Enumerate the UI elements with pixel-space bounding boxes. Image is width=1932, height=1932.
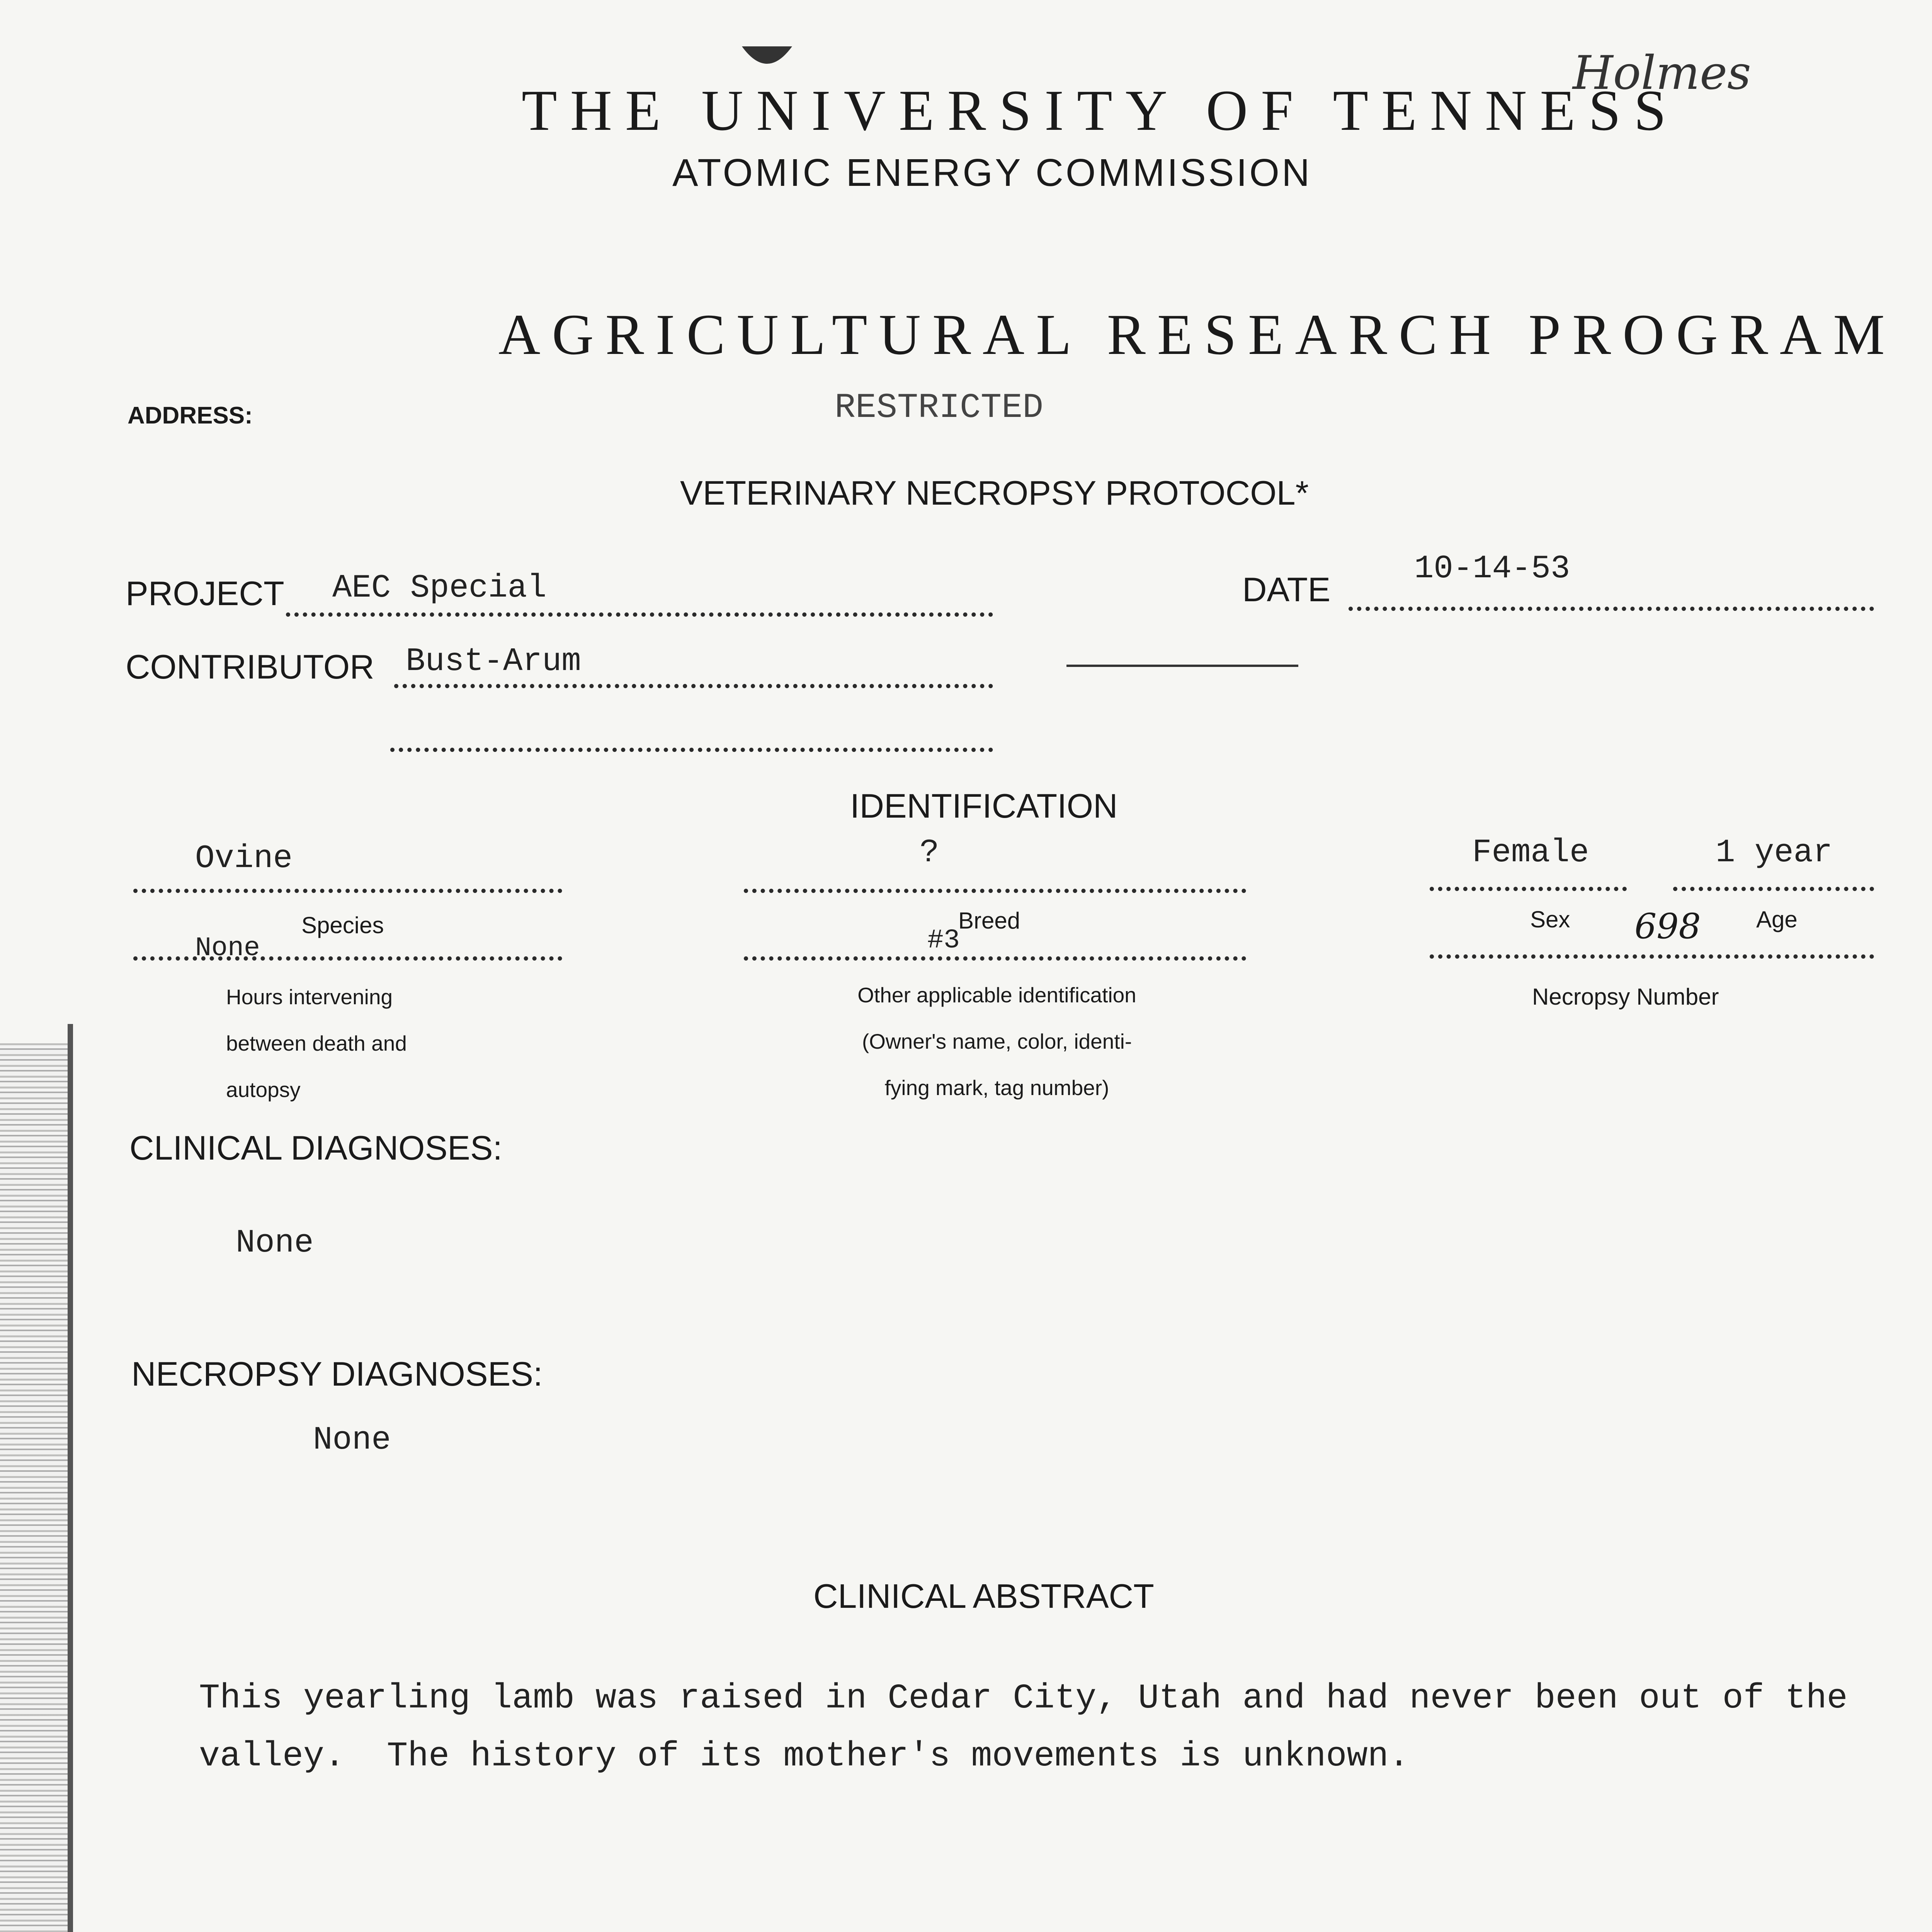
species-value: Ovine: [195, 840, 293, 877]
age-line: [1673, 887, 1874, 891]
signature: Holmes: [1573, 46, 1751, 100]
program-title: AGRICULTURAL RESEARCH PROGRAM: [498, 303, 1896, 367]
abstract-line-1: This yearling lamb was raised in Cedar City, Utah and had never been out of the: [199, 1679, 1848, 1718]
clinical-diagnoses-value: None: [236, 1225, 314, 1262]
project-value: AEC Special: [332, 570, 547, 607]
necropsy-number-value: 698: [1634, 906, 1701, 947]
seal-icon: [738, 39, 796, 73]
abstract-line-2: valley. The history of its mother's movements is unknown.: [199, 1737, 1410, 1776]
contributor-value: Bust-Arum: [406, 643, 581, 680]
commission-title: ATOMIC ENERGY COMMISSION: [672, 151, 1312, 194]
age-label: Age: [1756, 906, 1798, 932]
page-border-left: [68, 1024, 73, 1932]
sex-line: [1430, 887, 1627, 891]
other-id-line: [744, 956, 1246, 961]
contributor-line: [394, 684, 993, 688]
date-label: DATE: [1242, 570, 1331, 609]
necropsy-diagnoses-label: NECROPSY DIAGNOSES:: [131, 1355, 543, 1393]
clinical-abstract-heading: CLINICAL ABSTRACT: [813, 1577, 1154, 1615]
sex-label: Sex: [1530, 906, 1570, 932]
breed-label: Breed: [958, 908, 1020, 934]
breed-value: ?: [920, 835, 939, 871]
contributor-line-2: [390, 748, 993, 752]
protocol-title: VETERINARY NECROPSY PROTOCOL*: [680, 474, 1309, 512]
species-line: [133, 889, 562, 893]
hours-line: [133, 956, 562, 961]
university-title: THE UNIVERSITY OF TENNESS: [522, 78, 1679, 143]
necropsy-number-line: [1430, 954, 1874, 959]
project-label: PROJECT: [126, 574, 284, 612]
breed-line: [744, 889, 1246, 893]
restricted-stamp-top: RESTRICTED: [835, 388, 1044, 428]
identification-heading: IDENTIFICATION: [850, 787, 1118, 825]
sex-value: Female: [1472, 835, 1589, 871]
project-line: [286, 612, 993, 617]
scan-edge-left: [0, 1043, 71, 1932]
rule-line: [1066, 665, 1298, 667]
other-id-label: Other applicable identification (Owner's name, color, identi- fying mark, tag number): [857, 983, 1136, 1100]
date-value: 10-14-53: [1414, 551, 1570, 587]
contributor-label: CONTRIBUTOR: [126, 648, 374, 686]
necropsy-diagnoses-value: None: [313, 1422, 391, 1459]
other-id-value: #3: [927, 925, 960, 956]
address-label: ADDRESS:: [128, 402, 253, 429]
date-line: [1349, 607, 1874, 611]
hours-label: Hours intervening between death and autopsy: [226, 985, 407, 1102]
necropsy-number-label: Necropsy Number: [1532, 984, 1719, 1010]
age-value: 1 year: [1716, 835, 1833, 871]
clinical-diagnoses-label: CLINICAL DIAGNOSES:: [129, 1129, 502, 1167]
hours-value: None: [195, 933, 260, 964]
species-label: Species: [301, 912, 384, 938]
